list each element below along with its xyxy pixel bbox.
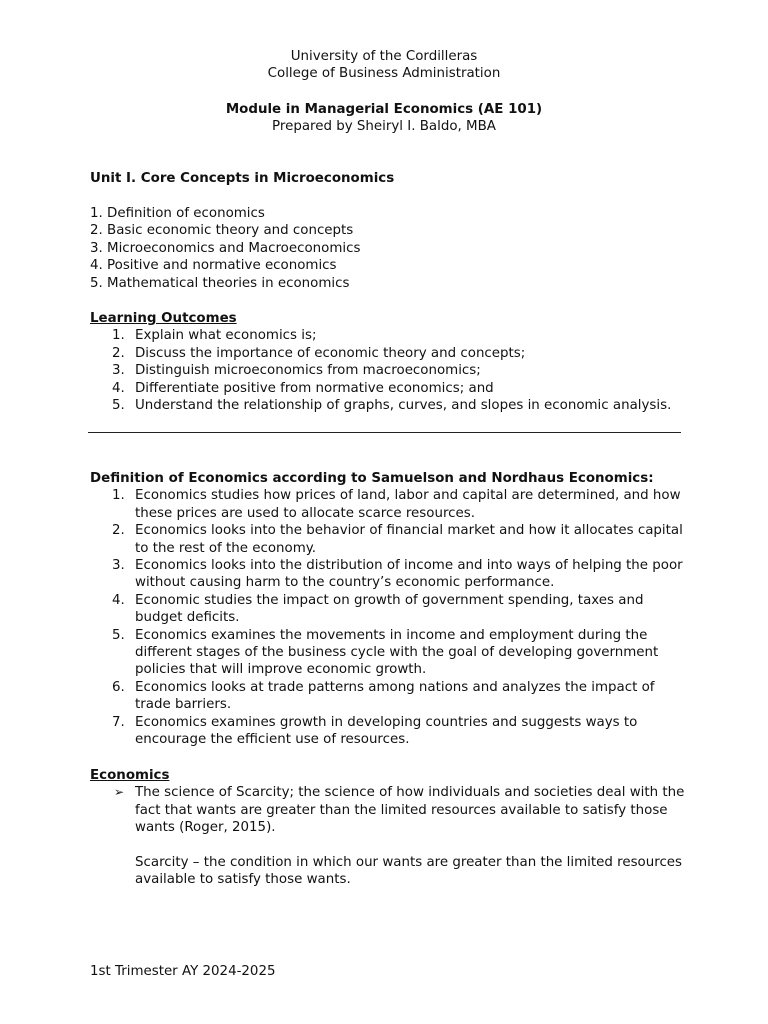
list-item — [90, 522, 690, 557]
arrow-bullet-icon: ➢ — [114, 785, 125, 800]
list-number: 5. — [112, 627, 125, 643]
list-item — [90, 397, 690, 414]
list-item — [90, 327, 690, 344]
list-item — [90, 362, 690, 379]
list-item — [90, 380, 690, 397]
list-number: 2. — [112, 345, 125, 361]
list-text: Discuss the importance of economic theory and concepts; — [135, 345, 526, 361]
list-number: 4. — [112, 380, 125, 396]
definition-list — [90, 487, 690, 748]
topic-item: 1. Definition of economics — [90, 206, 265, 221]
topic-item: 2. Basic economic theory and concepts — [90, 223, 354, 239]
list-text: Economics studies how prices of land, labor and capital are determined, and how these prices are used to allocate scarce resources. — [135, 488, 681, 521]
list-number: 5. — [112, 398, 125, 414]
page-footer: 1st Trimester AY 2024-2025 — [90, 964, 276, 979]
list-text: Economics examines growth in developing countries and suggests ways to encourage the efficient use of resources. — [135, 714, 638, 748]
topic-item: 5. Mathematical theories in economics — [90, 275, 350, 291]
list-item — [90, 487, 690, 522]
list-text: Explain what economics is; — [135, 328, 317, 344]
topic-item: 4. Positive and normative economics — [90, 258, 337, 274]
list-text: Economics examines the movements in income and employment during the different stages of the business cycle with the goal of developing government policies that will improve economic growth. — [135, 627, 659, 678]
list-number: 1. — [112, 488, 125, 504]
list-number: 2. — [112, 523, 125, 539]
scarcity-definition-text: Scarcity – the condition in which our wants are greater than the limited resources available to satisfy those wants. — [135, 854, 683, 888]
section-divider — [88, 432, 681, 433]
list-text: Differentiate positive from normative economics; and — [135, 380, 494, 396]
unit-title: Unit I. Core Concepts in Microeconomics — [90, 171, 395, 186]
list-item — [90, 345, 690, 362]
prepared-by: Prepared by Sheiryl I. Baldo, MBA — [272, 119, 496, 135]
list-text: Economic studies the impact on growth of government spending, taxes and budget deficits. — [135, 592, 644, 626]
definition-heading: Definition of Economics according to Samuelson and Nordhaus Economics: — [90, 471, 654, 486]
college-name: College of Business Administration — [267, 66, 501, 82]
learning-outcomes-heading: Learning Outcomes — [90, 311, 237, 326]
document-header — [0, 48, 768, 136]
topic-list — [90, 205, 690, 292]
economics-section — [90, 767, 690, 888]
learning-outcomes-list — [90, 327, 690, 414]
list-number: 6. — [112, 679, 125, 695]
list-number: 1. — [112, 328, 125, 344]
list-text: Economics looks into the distribution of income and into ways of helping the poor without causing harm to the country’s economic performance. — [135, 558, 683, 591]
list-item — [90, 714, 690, 749]
economics-definition-text: The science of Scarcity; the science of how individuals and societies deal with the fact that wants are greater than the limited resources available to satisfy those wants (Roger, 2015). — [135, 785, 685, 836]
list-number: 4. — [112, 592, 125, 608]
module-title: Module in Managerial Economics (AE 101) — [225, 101, 543, 117]
list-number: 3. — [112, 363, 125, 379]
list-text: Economics looks at trade patterns among nations and analyzes the impact of trade barriers. — [135, 679, 655, 713]
list-number: 7. — [112, 714, 125, 730]
economics-heading: Economics — [90, 768, 170, 783]
topic-item: 3. Microeconomics and Macroeconomics — [90, 240, 361, 256]
list-item — [90, 557, 690, 592]
economics-definition-item — [90, 784, 690, 888]
list-item — [90, 592, 690, 627]
list-number: 3. — [112, 558, 125, 574]
learning-outcomes-section — [90, 310, 690, 414]
list-text: Economics looks into the behavior of financial market and how it allocates capital to the rest of the economy. — [135, 523, 683, 556]
list-item — [90, 627, 690, 679]
list-text: Distinguish microeconomics from macroeconomics; — [135, 363, 481, 379]
definition-section — [90, 470, 690, 749]
list-item — [90, 679, 690, 714]
list-text: Understand the relationship of graphs, curves, and slopes in economic analysis. — [135, 398, 672, 414]
university-name: University of the Cordilleras — [290, 49, 478, 64]
